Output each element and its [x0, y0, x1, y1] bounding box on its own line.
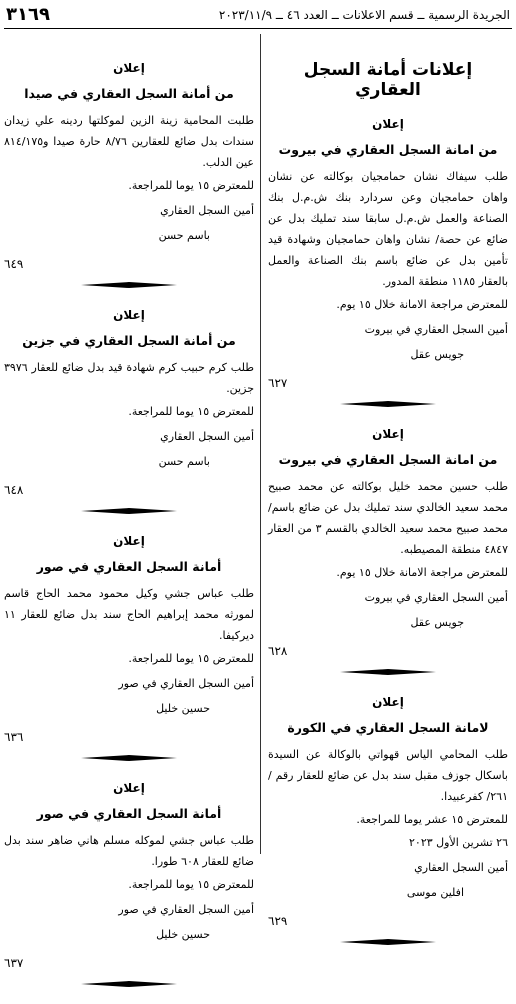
- ad-objection-notice: للمعترض ١٥ يوما للمراجعة.: [128, 878, 254, 891]
- ad-notice: [268, 424, 508, 662]
- signature-name: افلين موسى: [406, 886, 464, 899]
- column-divider: [260, 34, 261, 854]
- ad-heading: من أمانة السجل العقاري في صيدا: [24, 86, 234, 101]
- signature-title: أمين السجل العقاري في صور: [118, 903, 254, 916]
- ad-body: طلب كرم حبيب كرم شهادة قيد بدل ضائع للعقار ٣٩٧٦ جزين.: [4, 361, 254, 395]
- signature-title: أمين السجل العقاري: [414, 861, 508, 874]
- signature-name: باسم حسن: [158, 229, 210, 242]
- ad-notice: [4, 531, 254, 748]
- ad-date: ٢٦ تشرين الأول ٢٠٢٣: [409, 836, 508, 849]
- ad-body: طلب عباس جشي لموكله مسلم هاني ضاهر سند بدل ضائع للعقار ٦٠٨ طورا.: [4, 834, 254, 868]
- signature-title: أمين السجل العقاري في صور: [118, 677, 254, 690]
- ad-notice: [4, 778, 254, 974]
- ad-heading: أمانة السجل العقاري في صور: [36, 806, 222, 821]
- section-title: إعلانات أمانة السجل العقاري: [303, 60, 473, 100]
- ornament-separator: [81, 752, 177, 764]
- ad-objection-notice: للمعترض مراجعة الامانة خلال ١٥ يوم.: [336, 298, 508, 311]
- signature-name: حسين خليل: [156, 702, 210, 715]
- ad-body: طلب حسين محمد خليل بوكالته عن محمد صبيح محمد سعيد الخالدي سند تمليك بدل عن ضائع باسم/ محمد صبيح محمد سعيد الخالدي بالقسم ٣ من العقار ٤٨٤٧ منطقة المصيطبه.: [268, 480, 508, 556]
- ad-objection-notice: للمعترض ١٥ يوما للمراجعة.: [128, 179, 254, 192]
- page-number: ٣١٦٩: [6, 4, 50, 25]
- signature-title: أمين السجل العقاري: [160, 430, 254, 443]
- ad-number: ٦٣٧: [4, 956, 24, 970]
- ad-notice: [4, 58, 254, 275]
- ad-notice: [268, 692, 508, 932]
- ad-number: ٦٢٩: [268, 914, 288, 928]
- ad-body: طلب عباس جشي وكيل محمود محمد الحاج قاسم لمورثه محمد إبراهيم الحاج سند بدل ضائع للعقار ١١ ديركيفا.: [4, 587, 254, 642]
- ad-body: طلب المحامي الياس قهواتي بالوكالة عن السيدة باسكال جوزف مقبل سند بدل عن ضائع للعقار رقم /٢٦١/ كفرعبيدا.: [268, 748, 508, 803]
- ad-objection-notice: للمعترض ١٥ يوما للمراجعة.: [128, 652, 254, 665]
- ad-objection-notice: للمعترض مراجعة الامانة خلال ١٥ يوم.: [336, 566, 508, 579]
- ornament-separator: [340, 398, 436, 410]
- ad-label: إعلان: [113, 534, 145, 548]
- signature-name: جويس عقل: [410, 348, 464, 361]
- ad-objection-notice: للمعترض ١٥ يوما للمراجعة.: [128, 405, 254, 418]
- ornament-separator: [81, 978, 177, 990]
- signature-name: حسين خليل: [156, 928, 210, 941]
- right-column: [268, 34, 508, 962]
- ad-label: إعلان: [372, 427, 404, 441]
- ad-label: إعلان: [113, 61, 145, 75]
- ornament-separator: [340, 666, 436, 678]
- ad-notice: [4, 305, 254, 501]
- signature-name: باسم حسن: [158, 455, 210, 468]
- ornament-separator: [81, 279, 177, 291]
- ad-heading: أمانة السجل العقاري في صور: [36, 559, 222, 574]
- ad-heading: من امانة السجل العقاري في بيروت: [278, 142, 498, 157]
- signature-title: أمين السجل العقاري في بيروت: [364, 323, 508, 336]
- ad-notice: [268, 114, 508, 394]
- ad-heading: من أمانة السجل العقاري في جزين: [22, 333, 236, 348]
- signature-name: جويس عقل: [410, 616, 464, 629]
- ad-number: ٦٢٨: [268, 644, 288, 658]
- page-header: [4, 4, 512, 29]
- ad-number: ٦٤٨: [4, 483, 24, 497]
- ornament-separator: [81, 505, 177, 517]
- signature-title: أمين السجل العقاري: [160, 204, 254, 217]
- signature-title: أمين السجل العقاري في بيروت: [364, 591, 508, 604]
- ad-label: إعلان: [113, 781, 145, 795]
- ad-heading: لامانة السجل العقاري في الكورة: [287, 720, 489, 735]
- ad-objection-notice: للمعترض ١٥ عشر يوما للمراجعة.: [356, 813, 508, 826]
- running-title: الجريدة الرسمية ــ قسم الاعلانات ــ العدد ٤٦ ــ ٢٠٢٣/١١/٩: [218, 8, 510, 22]
- ad-label: إعلان: [372, 695, 404, 709]
- ad-label: إعلان: [113, 308, 145, 322]
- ornament-separator: [340, 936, 436, 948]
- ad-label: إعلان: [372, 117, 404, 131]
- ad-body: طلب سيفاك نشان حمامجيان بوكالته عن نشان واهان حمامجيان وعن سردارد بنك ش.م.ل بنك الصناعة والعمل ش.م.ل سابقا سند تمليك بدل عن ضائع عن حصة/ نشان واهان حمامجيان وشهادة قيد تأمين بدل عن ضائع باسم بنك الصناعة والعمل بالعقار ١١٨٥ منطقة المدور.: [268, 170, 508, 288]
- ad-number: ٦٣٦: [4, 730, 24, 744]
- ad-number: ٦٤٩: [4, 257, 24, 271]
- left-column: [4, 34, 254, 1004]
- ad-heading: من امانة السجل العقاري في بيروت: [278, 452, 498, 467]
- ad-number: ٦٢٧: [268, 376, 288, 390]
- ad-body: طلبت المحامية زينة الزين لموكلتها ردينه علي زيدان سندات بدل ضائع للعقارين ٨/٧٦ حارة صيدا و٨١٤/١٧٥ عين الدلب.: [4, 114, 254, 169]
